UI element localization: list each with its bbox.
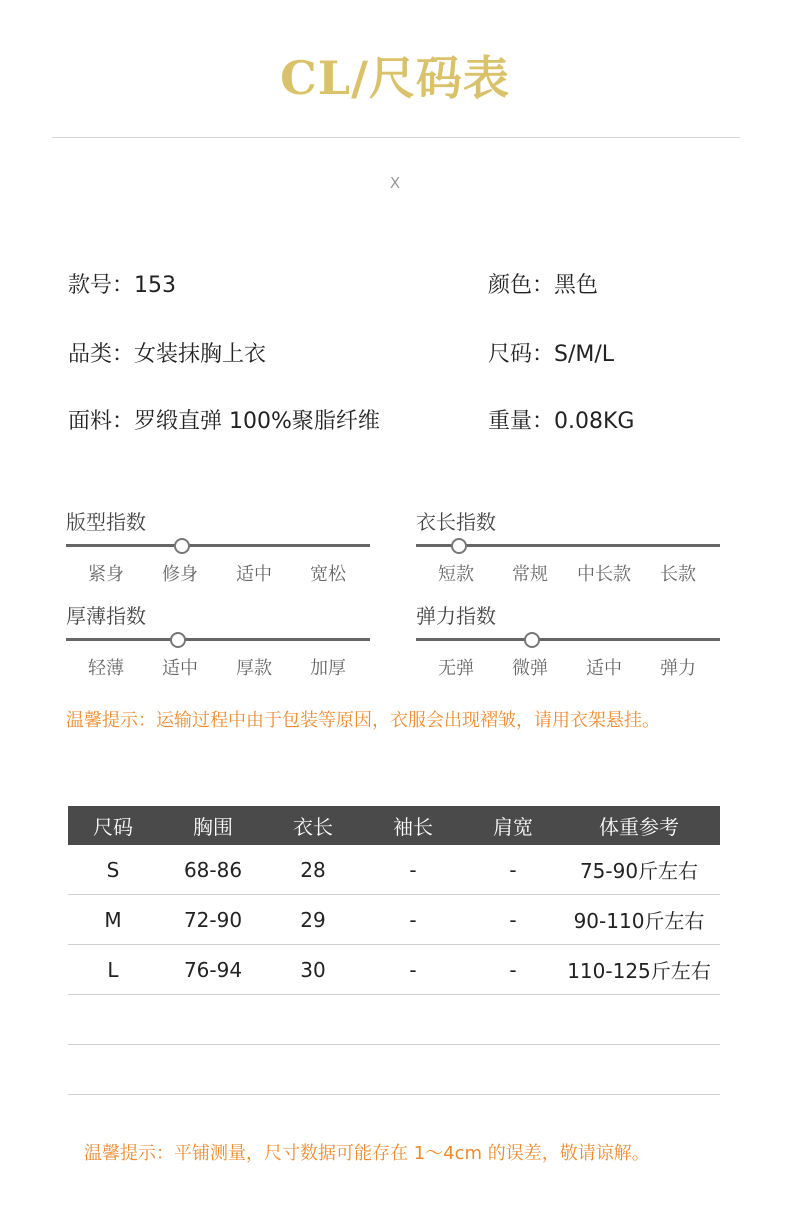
info-color (488, 268, 598, 299)
table-cell: 68-86 (158, 845, 268, 895)
scale-option: 短款 (438, 564, 474, 585)
table-cell: 72-90 (158, 895, 268, 945)
table-header: 衣长 (268, 806, 358, 845)
info-style-no (68, 268, 176, 299)
scale-option: 常规 (512, 564, 548, 585)
table-cell (558, 1045, 720, 1095)
table-cell (68, 995, 158, 1045)
table-cell: - (358, 895, 468, 945)
table-cell: 90-110斤左右 (558, 895, 720, 945)
info-fabric-key: 面料： (68, 409, 135, 434)
table-cell (268, 1045, 358, 1095)
info-category-key: 品类： (68, 342, 135, 367)
info-weight-value: 0.08KG (554, 409, 635, 434)
info-category-value: 女装抹胸上衣 (134, 342, 267, 367)
scale-option: 适中 (162, 658, 198, 679)
table-header: 胸围 (158, 806, 268, 845)
table-cell: 29 (268, 895, 358, 945)
scale-indicator (451, 538, 467, 554)
scale-option: 适中 (586, 658, 622, 679)
scale-option: 微弹 (512, 658, 548, 679)
scale-indicator (524, 632, 540, 648)
table-cell (358, 995, 468, 1045)
info-color-value: 黑色 (554, 273, 599, 298)
scale-option: 紧身 (88, 564, 124, 585)
table-row (68, 1045, 720, 1095)
info-fabric-value: 罗缎直弹 100%聚脂纤维 (134, 409, 380, 434)
table-cell (68, 1045, 158, 1095)
table-cell: - (468, 945, 558, 995)
table-row (68, 945, 720, 995)
info-weight-key: 重量： (488, 409, 555, 434)
close-mark: X (389, 174, 401, 192)
table-row (68, 995, 720, 1045)
scale-option: 修身 (162, 564, 198, 585)
scale-fit (66, 506, 370, 586)
table-header-row (68, 806, 720, 845)
table-cell (558, 995, 720, 1045)
scale-option: 加厚 (310, 658, 346, 679)
tip-measurement: 温馨提示：平铺测量，尺寸数据可能存在 1～4cm 的误差，敬请谅解。 (84, 1143, 650, 1164)
scale-thickness (66, 600, 370, 680)
scale-option: 适中 (236, 564, 272, 585)
table-cell: S (68, 845, 158, 895)
info-category (68, 337, 266, 368)
table-header: 肩宽 (468, 806, 558, 845)
scale-elasticity (416, 600, 720, 680)
scale-option: 轻薄 (88, 658, 124, 679)
scale-label: 弹力指数 (416, 604, 496, 628)
scale-track (66, 638, 370, 641)
scale-label: 厚薄指数 (66, 604, 146, 628)
table-cell (158, 995, 268, 1045)
table-cell: 30 (268, 945, 358, 995)
table-row (68, 895, 720, 945)
table-header: 袖长 (358, 806, 468, 845)
scale-track (416, 638, 720, 641)
info-style-no-value: 153 (134, 273, 177, 298)
info-size (488, 337, 614, 368)
info-size-value: S/M/L (554, 342, 615, 367)
scale-indicator (170, 632, 186, 648)
info-color-key: 颜色： (488, 273, 555, 298)
table-cell: - (468, 845, 558, 895)
info-size-key: 尺码： (488, 342, 555, 367)
table-cell: 75-90斤左右 (558, 845, 720, 895)
scale-option: 弹力 (660, 658, 696, 679)
table-cell (268, 995, 358, 1045)
scale-option: 厚款 (236, 658, 272, 679)
table-row (68, 845, 720, 895)
table-cell: - (468, 895, 558, 945)
table-header: 尺码 (68, 806, 158, 845)
scale-option: 无弹 (438, 658, 474, 679)
info-fabric (68, 404, 380, 435)
info-style-no-key: 款号： (68, 273, 135, 298)
scale-length (416, 506, 720, 586)
tip-wrinkle: 温馨提示：运输过程中由于包装等原因，衣服会出现褶皱，请用衣架悬挂。 (66, 710, 660, 731)
table-cell (468, 1045, 558, 1095)
divider (52, 137, 740, 138)
scale-indicator (174, 538, 190, 554)
table-cell: L (68, 945, 158, 995)
table-cell (358, 1045, 468, 1095)
table-cell: 28 (268, 845, 358, 895)
table-cell (158, 1045, 268, 1095)
scale-track (66, 544, 370, 547)
info-weight (488, 404, 634, 435)
table-cell: 76-94 (158, 945, 268, 995)
scale-label: 衣长指数 (416, 510, 496, 534)
scale-option: 长款 (660, 564, 696, 585)
scale-option: 中长款 (577, 564, 631, 585)
size-table (68, 806, 720, 1095)
table-cell: 110-125斤左右 (558, 945, 720, 995)
scale-label: 版型指数 (66, 510, 146, 534)
table-cell: M (68, 895, 158, 945)
table-cell: - (358, 845, 468, 895)
table-header: 体重参考 (558, 806, 720, 845)
scale-option: 宽松 (310, 564, 346, 585)
page-title: CL/尺码表 (280, 51, 510, 105)
table-cell (468, 995, 558, 1045)
table-cell: - (358, 945, 468, 995)
